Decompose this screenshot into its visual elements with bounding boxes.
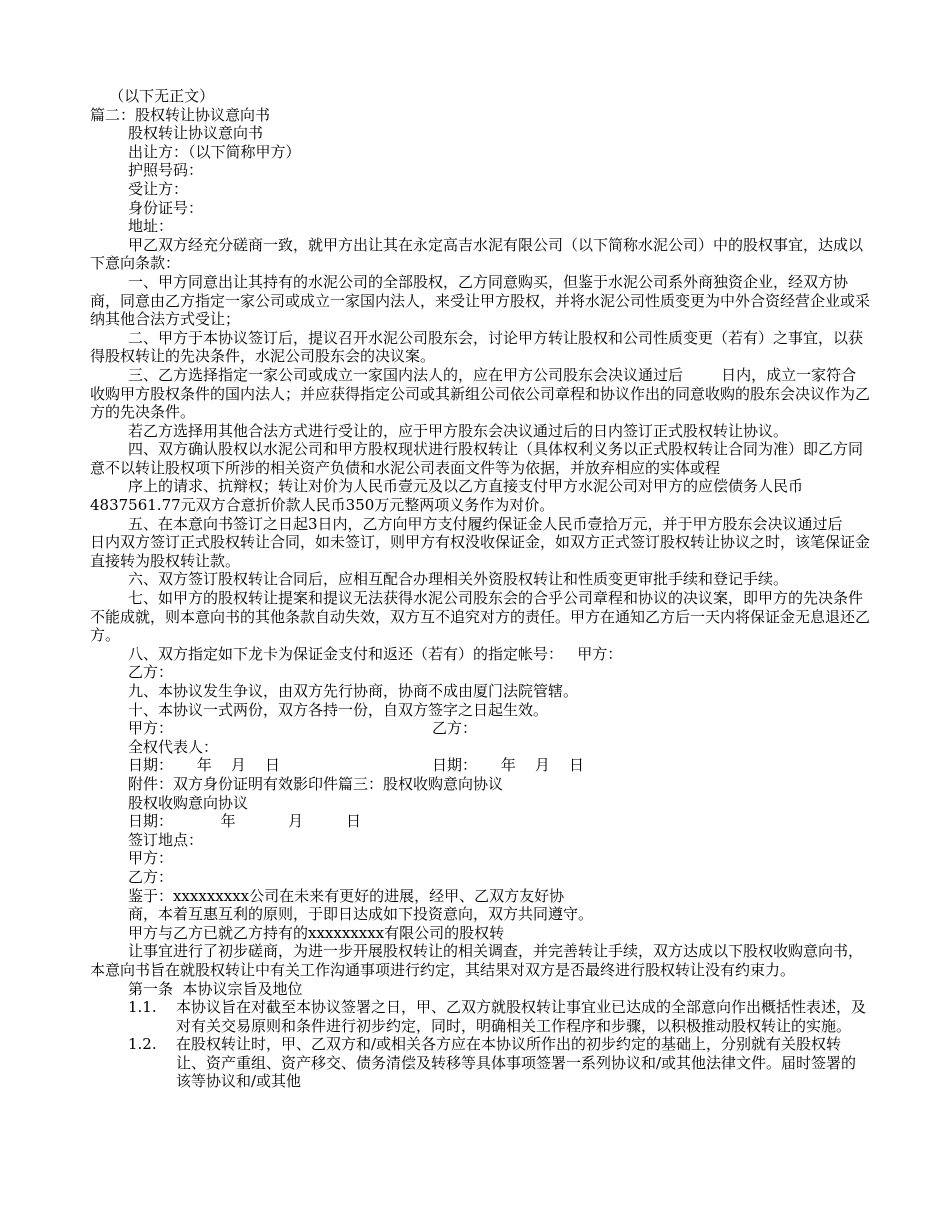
paragraph: 七、如甲方的股权转让提案和提议无法获得水泥公司股东会的合乎公司章程和协议的决议案，即甲方的先决条件不能成就，则本意向书的其他条款自动失效，双方互不追究对方的责任。甲方在通知乙方后一天内将保证金无息退还乙方。 [90,589,871,645]
article-heading: 第一条 本协议宗旨及地位 [128,979,303,998]
paragraph: 九、本协议发生争议，由双方先行协商，协商不成由厦门法院管辖。 [128,682,579,700]
paragraph: 三、乙方选择指定一家公司或成立一家国内法人的，应在甲方公司股东会决议通过后 日内，成立一家符合收购甲方股权条件的国内法人；并应获得指定公司或其新组公司依公司章程和协议作出的同意收购的股东会决议作为乙方的先决条件。 [90,365,871,422]
id-number-field: 身份证号： [128,198,204,217]
party-a-field: 甲方： [128,849,174,868]
party-a-date: 日期： 年 月 日 [128,756,280,775]
representative-field: 全权代表人： [128,737,219,756]
text-line: 商，本着互惠互利的原则，于即日达成如下投资意向，双方共同遵守。 [128,905,594,924]
signature-row [90,719,870,738]
clause-text: 本协议旨在对截至本协议签署之日，甲、乙双方就股权转让事宜业已达成的全部意向作出概括性表述，及对有关交易原则和条件进行初步约定，同时，明确相关工作程序和步骤，以积极推动股权转让的实施。 [176,998,867,1035]
paragraph: 序上的请求、抗辩权；转让对价为人民币壹元及以乙方直接支付甲方水泥公司对甲方的应偿债务人民币4837561.77元双方合意折价款人民币350万元整两项义务作为对价。 [90,477,804,515]
date-field: 日期： 年 月 日 [128,812,362,831]
document-page [90,87,870,1091]
numbered-clause [90,998,870,1035]
paragraph: 十、本协议一式两份，双方各持一份，自双方签字之日起生效。 [128,700,549,719]
text-line: 乙方： [128,663,174,682]
transferee-field: 受让方： [128,179,189,198]
attachment-line: 附件：双方身份证明有效影印件篇三：股权收购意向协议 [128,774,504,793]
text-line: （以下无正文） [90,87,215,105]
section-heading: 篇二：股权转让协议意向书 [90,105,271,124]
paragraph: 八、双方指定如下龙卡为保证金支付和返还（若有）的指定帐号： 甲方： [128,644,623,663]
party-a-label: 甲方： [128,719,174,738]
party-b-label: 乙方： [432,719,478,738]
clause-number: 1.2. [128,1035,157,1054]
document-title: 股权收购意向协议 [128,793,249,812]
paragraph: 若乙方选择用其他合法方式进行受让的，应于甲方股东会决议通过后的日内签订正式股权转让协议。 [128,421,789,440]
text-line: 甲方与乙方已就乙方持有的xxxxxxxxx有限公司的股权转 [128,923,505,942]
text-line: 鉴于：xxxxxxxxx公司在未来有更好的进展，经甲、乙双方友好协 [128,886,565,905]
passport-field: 护照号码： [128,161,204,180]
paragraph: 六、双方签订股权转让合同后，应相互配合办理相关外资股权转让和性质变更审批手续和登记手续。 [128,570,789,589]
paragraph: 二、甲方于本协议签订后，提议召开水泥公司股东会，讨论甲方转让股权和公司性质变更（若有）之事宜，以获得股权转让的先决条件，水泥公司股东会的决议案。 [90,328,864,366]
paragraph: 五、在本意向书签订之日起3日内，乙方向甲方支付履约保证金人民币壹拾万元，并于甲方股东会决议通过后 日内双方签订正式股权转让合同，如未签订，则甲方有权没收保证金，如双方正式签订股权转让协议之时，该笔保证金直接转为股权转让款。 [90,514,872,570]
clause-text: 在股权转让时，甲、乙双方和/或相关各方应在本协议所作出的初步约定的基础上，分别就有关股权转让、资产重组、资产移交、债务清偿及转移等具体事项签署一系列协议和/或其他法律文件。届时签署的该等协议和/或其他 [176,1035,857,1091]
paragraph: 一、甲方同意出让其持有的水泥公司的全部股权，乙方同意购买，但鉴于水泥公司系外商独资企业，经双方协商，同意由乙方指定一家公司或成立一家国内法人，来受让甲方股权，并将水泥公司性质变更为中外合资经营企业或采纳其他合法方式受让； [90,272,871,329]
party-b-date: 日期： 年 月 日 [432,756,584,775]
transferor-field: 出让方：（以下简称甲方） [128,142,301,161]
location-field: 签订地点： [128,830,204,849]
paragraph: 四、双方确认股权以水泥公司和甲方股权现状进行股权转让（具体权利义务以正式股权转让合同为准）即乙方同意不以转让股权项下所涉的相关资产负债和水泥公司表面文件等为依据，并放弃相应的实体或程 [90,440,864,477]
address-field: 地址： [128,217,174,236]
clause-number: 1.1. [128,998,157,1017]
date-row [90,756,870,775]
paragraph: 让事宜进行了初步磋商，为进一步开展股权转让的相关调查，并完善转让手续，双方达成以下股权收购意向书，本意向书旨在就股权转让中有关工作沟通事项进行约定，其结果对双方是否最终进行股权转让没有约束力。 [90,942,864,979]
paragraph: 甲乙双方经充分磋商一致，就甲方出让其在永定高吉水泥有限公司（以下简称水泥公司）中的股权事宜，达成以下意向条款： [90,235,864,273]
numbered-clause [90,1035,870,1091]
party-b-field: 乙方： [128,867,174,886]
document-title: 股权转让协议意向书 [128,124,264,143]
